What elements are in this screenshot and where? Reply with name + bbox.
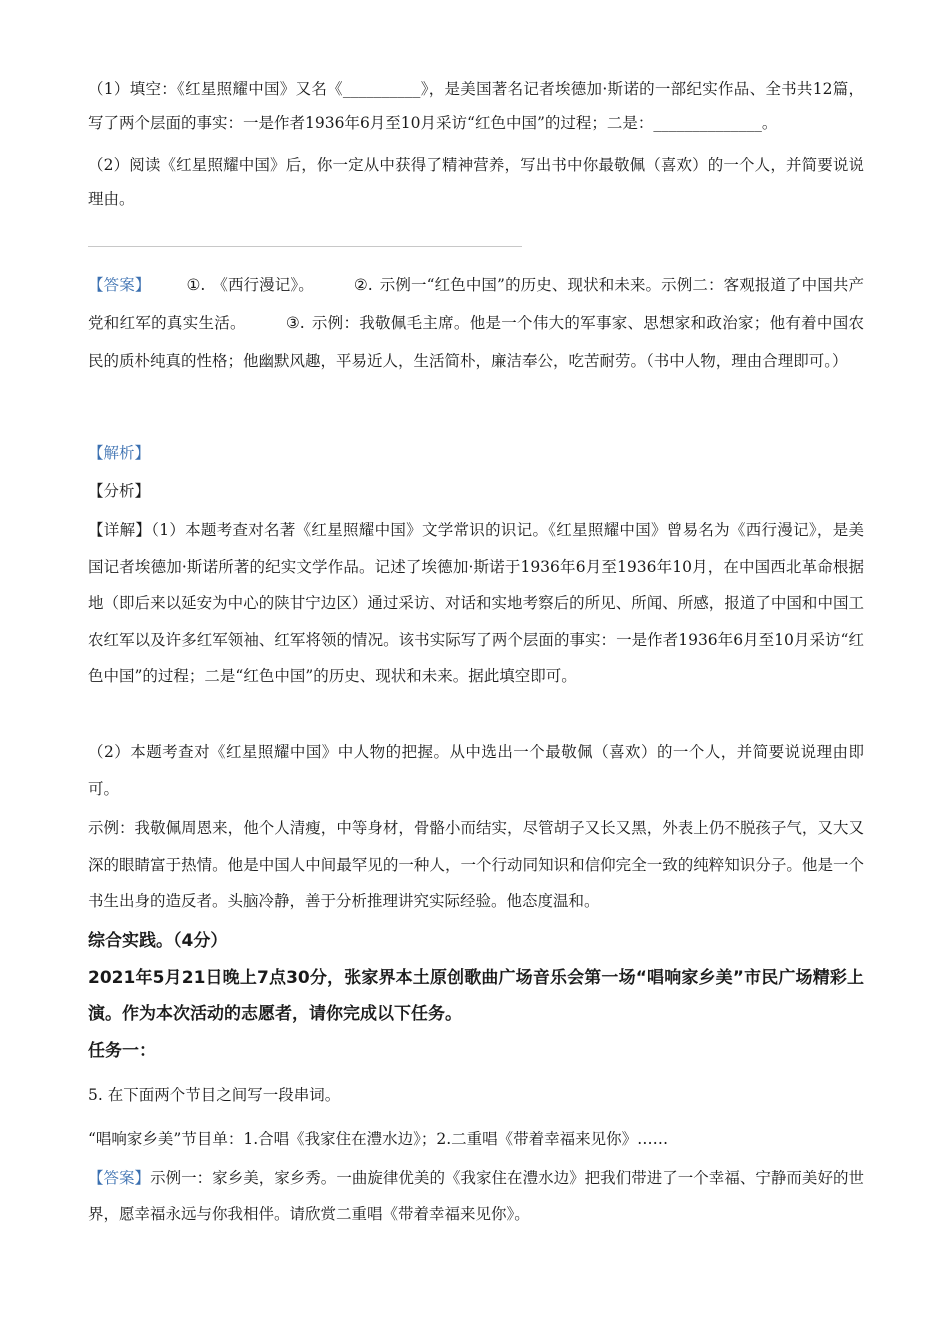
answer-text-2: 示例一“红色中国”的历史、现状和未来。示例二：客观报道了中国共产党和红军的真实生活。	[88, 276, 864, 332]
question-5-prompt: 5. 在下面两个节目之间写一段串词。	[88, 1086, 341, 1104]
answer-block	[88, 266, 864, 380]
answer-line-divider	[88, 246, 522, 247]
detail-explanation-2: （2）本题考查对《红星照耀中国》中人物的把握。从中选出一个最敬佩（喜欢）的一个人，并简要说说理由即可。	[88, 743, 864, 798]
program-list: “唱响家乡美”节目单：1.合唱《我家住在澧水边》；2.二重唱《带着幸福来见你》……	[88, 1130, 669, 1148]
answer-tag: 【答案】	[88, 276, 151, 294]
answer-text-1: 《西行漫记》。	[212, 276, 314, 294]
answer-text-3: 示例：我敬佩毛主席。他是一个伟大的军事家、思想家和政治家；他有着中国农民的质朴纯真的性格；他幽默风趣，平易近人，生活简朴，廉洁奉公，吃苦耐劳。（书中人物，理由合理即可。）	[88, 314, 864, 370]
answer-mark-1: ①.	[186, 276, 206, 294]
answer-5-block	[88, 1160, 864, 1232]
example-answer: 示例：我敬佩周恩来，他个人清瘦，中等身材，骨骼小而结实，尽管胡子又长又黑，外表上仍不脱孩子气，又大又深的眼睛富于热情。他是中国人中间最罕见的一种人，一个行动同知识和信仰完全一致的纯粹知识分子。他是一个书生出身的造反者。头脑冷静，善于分析推理讲究实际经验。他态度温和。	[88, 819, 864, 910]
answer-mark-3: ③.	[285, 314, 305, 332]
question-1-fill-blank: （1）填空：《红星照耀中国》又名《__________》，是美国著名记者埃德加·斯诺的一部纪实作品、全书共12篇，写了两个层面的事实：一是作者1936年6月至10月采访“红色中国”的过程；二是：______________。	[88, 80, 864, 132]
answer-tag-2: 【答案】	[88, 1169, 151, 1187]
task-1-heading: 任务一：	[88, 1041, 156, 1061]
section-title: 综合实践。（4分）	[88, 931, 228, 951]
answer-5-text: 示例一：家乡美，家乡秀。一曲旋律优美的《我家住在澧水边》把我们带进了一个幸福、宁静而美好的世界，愿幸福永远与你我相伴。请欣赏二重唱《带着幸福来见你》。	[88, 1169, 864, 1223]
section-intro: 2021年5月21日晚上7点30分，张家界本土原创歌曲广场音乐会第一场“唱响家乡美”市民广场精彩上演。作为本次活动的志愿者，请你完成以下任务。	[88, 968, 864, 1024]
analysis-heading: 【分析】	[88, 482, 151, 500]
analysis-tag: 【解析】	[88, 444, 151, 462]
question-2-prompt: （2）阅读《红星照耀中国》后，你一定从中获得了精神营养，写出书中你最敬佩（喜欢）的一个人，并简要说说理由。	[88, 156, 864, 208]
answer-mark-2: ②.	[353, 276, 373, 294]
detail-explanation: 【详解】（1）本题考查对名著《红星照耀中国》文学常识的识记。《红星照耀中国》曾易名为《西行漫记》，是美国记者埃德加·斯诺所著的纪实文学作品。记述了埃德加·斯诺于1936年6月至1936年10月，在中国西北革命根据地（即后来以延安为中心的陕甘宁边区）通过采访、对话和实地考察后的所见、所闻、所感，报道了中国和中国工农红军以及许多红军领袖、红军将领的情况。该书实际写了两个层面的事实：一是作者1936年6月至10月采访“红色中国”的过程；二是“红色中国”的历史、现状和未来。据此填空即可。	[88, 521, 864, 685]
